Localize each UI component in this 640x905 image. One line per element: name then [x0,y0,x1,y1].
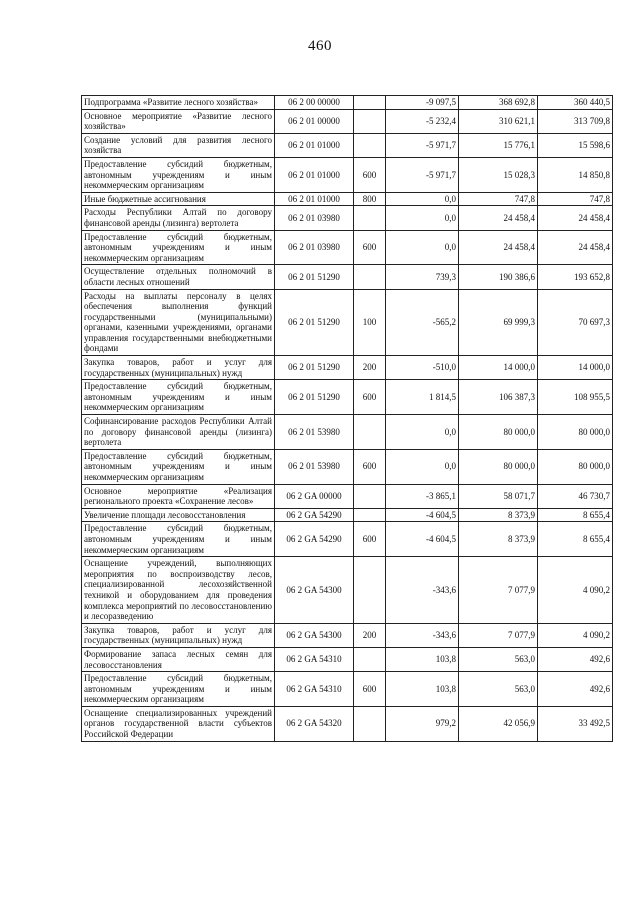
row-change: -3 865,1 [386,484,459,508]
row-code: 06 2 01 03980 [275,230,354,265]
row-amount-2: 14 850,8 [538,157,613,192]
page-number: 460 [308,38,332,54]
row-amount-2: 8 655,4 [538,522,613,557]
row-amount-1: 563,0 [459,672,538,707]
row-amount-2: 14 000,0 [538,356,613,380]
row-name: Предоставление субсидий бюджетным, автономным учреждениям и иным некоммерческим организациям [82,157,275,192]
row-amount-1: 368 692,8 [459,96,538,110]
row-change: -343,6 [386,557,459,624]
row-amount-1: 190 386,6 [459,265,538,289]
table-row [82,647,613,671]
row-name: Увеличение площади лесовосстановления [82,508,275,522]
table-row [82,380,613,415]
row-expense-type: 600 [354,449,386,484]
row-code: 06 2 GA 54320 [275,706,354,741]
row-amount-1: 7 077,9 [459,623,538,647]
table-row [82,289,613,356]
row-change: 0,0 [386,192,459,206]
row-name: Предоставление субсидий бюджетным, автономным учреждениям и иным некоммерческим организациям [82,672,275,707]
table-row [82,557,613,624]
row-change: 739,3 [386,265,459,289]
row-amount-2: 4 090,2 [538,623,613,647]
row-change: -565,2 [386,289,459,356]
row-change: -343,6 [386,623,459,647]
row-code: 06 2 GA 00000 [275,484,354,508]
table-row [82,192,613,206]
row-change: 0,0 [386,230,459,265]
row-name: Закупка товаров, работ и услуг для государственных (муниципальных) нужд [82,623,275,647]
row-amount-1: 69 999,3 [459,289,538,356]
row-amount-1: 15 776,1 [459,133,538,157]
row-code: 06 2 01 51290 [275,380,354,415]
row-change: 979,2 [386,706,459,741]
row-amount-2: 492,6 [538,647,613,671]
row-code: 06 2 01 53980 [275,449,354,484]
row-expense-type [354,484,386,508]
row-name: Основное мероприятие «Реализация регионального проекта «Сохранение лесов» [82,484,275,508]
row-code: 06 2 01 51290 [275,356,354,380]
row-expense-type: 800 [354,192,386,206]
row-expense-type [354,265,386,289]
row-change: -510,0 [386,356,459,380]
row-name: Осуществление отдельных полномочий в области лесных отношений [82,265,275,289]
row-code: 06 2 GA 54310 [275,672,354,707]
table-row [82,449,613,484]
row-amount-1: 24 458,4 [459,230,538,265]
row-name: Софинансирование расходов Республики Алтай по договору финансовой аренды (лизинга) вертолета [82,415,275,450]
table-row [82,623,613,647]
table-row [82,206,613,230]
row-expense-type [354,508,386,522]
row-amount-1: 747,8 [459,192,538,206]
row-code: 06 2 01 51290 [275,289,354,356]
row-amount-1: 58 071,7 [459,484,538,508]
row-amount-1: 563,0 [459,647,538,671]
row-amount-2: 70 697,3 [538,289,613,356]
table-row [82,230,613,265]
row-change: 1 814,5 [386,380,459,415]
row-expense-type [354,109,386,133]
row-amount-2: 313 709,8 [538,109,613,133]
row-name: Расходы на выплаты персоналу в целях обеспечения выполнения функций государственными (муниципальными) органами, казенными учреждениями, органами управления государственными внебюджетными фондами [82,289,275,356]
row-amount-2: 4 090,2 [538,557,613,624]
row-amount-2: 15 598,6 [538,133,613,157]
row-expense-type: 200 [354,356,386,380]
table-row [82,508,613,522]
row-expense-type: 200 [354,623,386,647]
table-row [82,96,613,110]
row-expense-type [354,557,386,624]
row-name: Формирование запаса лесных семян для лесовосстановления [82,647,275,671]
row-amount-1: 8 373,9 [459,508,538,522]
table-row [82,706,613,741]
table-row [82,672,613,707]
row-amount-2: 492,6 [538,672,613,707]
row-change: 103,8 [386,647,459,671]
table-row [82,415,613,450]
row-amount-1: 42 056,9 [459,706,538,741]
row-change: 0,0 [386,415,459,450]
row-amount-2: 24 458,4 [538,230,613,265]
table-row [82,484,613,508]
row-change: 103,8 [386,672,459,707]
row-name: Закупка товаров, работ и услуг для государственных (муниципальных) нужд [82,356,275,380]
row-amount-1: 14 000,0 [459,356,538,380]
row-amount-2: 193 652,8 [538,265,613,289]
row-amount-2: 33 492,5 [538,706,613,741]
row-expense-type [354,415,386,450]
row-code: 06 2 GA 54300 [275,623,354,647]
row-name: Предоставление субсидий бюджетным, автономным учреждениям и иным некоммерческим организациям [82,449,275,484]
table-row [82,356,613,380]
row-code: 06 2 01 00000 [275,109,354,133]
row-change: 0,0 [386,206,459,230]
table-row [82,133,613,157]
row-name: Оснащение учреждений, выполняющих мероприятия по воспроизводству лесов, специализированной лесохозяйственной техникой и оборудованием для проведения комплекса мероприятий по лесовосстановлению и лесоразведению [82,557,275,624]
row-change: -5 232,4 [386,109,459,133]
row-name: Предоставление субсидий бюджетным, автономным учреждениям и иным некоммерческим организациям [82,230,275,265]
row-amount-2: 108 955,5 [538,380,613,415]
row-code: 06 2 01 01000 [275,157,354,192]
row-amount-1: 8 373,9 [459,522,538,557]
row-code: 06 2 00 00000 [275,96,354,110]
table-row [82,522,613,557]
row-amount-1: 310 621,1 [459,109,538,133]
row-code: 06 2 01 01000 [275,133,354,157]
table-row [82,157,613,192]
row-code: 06 2 GA 54310 [275,647,354,671]
row-code: 06 2 GA 54300 [275,557,354,624]
row-name: Предоставление субсидий бюджетным, автономным учреждениям и иным некоммерческим организациям [82,380,275,415]
row-name: Предоставление субсидий бюджетным, автономным учреждениям и иным некоммерческим организациям [82,522,275,557]
row-amount-1: 15 028,3 [459,157,538,192]
table-row [82,265,613,289]
row-amount-2: 80 000,0 [538,415,613,450]
row-name: Иные бюджетные ассигнования [82,192,275,206]
row-expense-type: 600 [354,230,386,265]
row-change: -4 604,5 [386,522,459,557]
row-expense-type [354,133,386,157]
row-change: -5 971,7 [386,157,459,192]
row-amount-1: 24 458,4 [459,206,538,230]
row-change: -5 971,7 [386,133,459,157]
row-expense-type [354,706,386,741]
row-expense-type [354,206,386,230]
row-code: 06 2 GA 54290 [275,508,354,522]
budget-table [81,95,613,742]
row-amount-1: 80 000,0 [459,415,538,450]
row-change: 0,0 [386,449,459,484]
row-amount-2: 747,8 [538,192,613,206]
row-amount-2: 360 440,5 [538,96,613,110]
row-amount-2: 46 730,7 [538,484,613,508]
row-name: Подпрограмма «Развитие лесного хозяйства» [82,96,275,110]
table-row [82,109,613,133]
row-change: -4 604,5 [386,508,459,522]
row-amount-1: 80 000,0 [459,449,538,484]
row-change: -9 097,5 [386,96,459,110]
row-name: Расходы Республики Алтай по договору финансовой аренды (лизинга) вертолета [82,206,275,230]
row-amount-2: 80 000,0 [538,449,613,484]
row-code: 06 2 01 03980 [275,206,354,230]
row-expense-type: 100 [354,289,386,356]
row-amount-1: 106 387,3 [459,380,538,415]
row-code: 06 2 GA 54290 [275,522,354,557]
row-expense-type: 600 [354,380,386,415]
row-name: Оснащение специализированных учреждений органов государственной власти субъектов Российской Федерации [82,706,275,741]
row-code: 06 2 01 01000 [275,192,354,206]
row-amount-2: 8 655,4 [538,508,613,522]
row-name: Основное мероприятие «Развитие лесного хозяйства» [82,109,275,133]
row-expense-type [354,96,386,110]
row-expense-type [354,647,386,671]
row-expense-type: 600 [354,522,386,557]
row-code: 06 2 01 51290 [275,265,354,289]
row-expense-type: 600 [354,672,386,707]
row-amount-2: 24 458,4 [538,206,613,230]
row-name: Создание условий для развития лесного хозяйства [82,133,275,157]
row-code: 06 2 01 53980 [275,415,354,450]
row-amount-1: 7 077,9 [459,557,538,624]
row-expense-type: 600 [354,157,386,192]
